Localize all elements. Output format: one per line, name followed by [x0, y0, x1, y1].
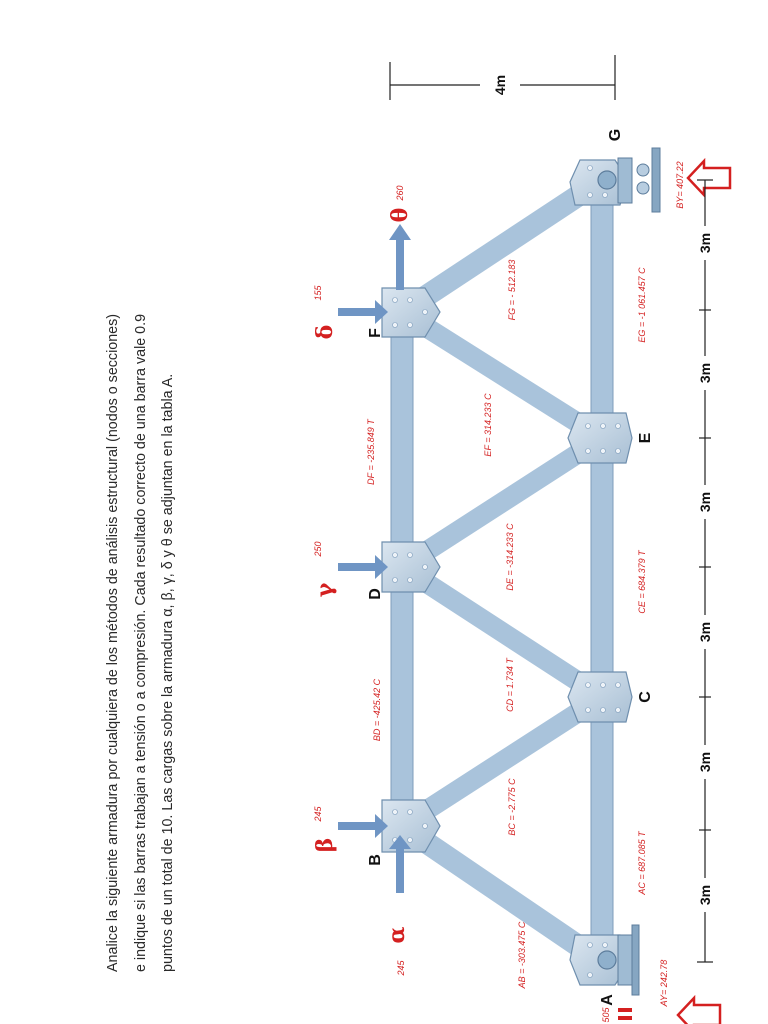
- gamma-value: 250: [313, 541, 323, 557]
- member-ac-label: AC = 687.085 T: [637, 831, 647, 895]
- node-b-label: B: [367, 854, 384, 866]
- member-fg: [402, 180, 602, 312]
- arrow-505: [618, 1008, 632, 1020]
- delta-value: 155: [313, 285, 323, 301]
- node-c-label: C: [637, 691, 654, 703]
- member-de: [402, 438, 602, 567]
- arrow-theta: [389, 224, 411, 290]
- delta-symbol: δ: [312, 324, 338, 340]
- reaction-labels: [659, 161, 685, 1007]
- node-a-label: A: [599, 994, 616, 1006]
- span-5-label: 3m: [697, 362, 713, 384]
- alpha-symbol: α: [384, 926, 410, 944]
- reaction-arrow-a: [678, 998, 720, 1024]
- gusset-e: [568, 413, 632, 463]
- member-ab: [402, 826, 602, 962]
- arrow-delta: [338, 300, 388, 324]
- member-eg-label: EG = -1 061.457 C: [637, 267, 647, 343]
- node-d-label: D: [367, 588, 384, 600]
- node-f-label: F: [367, 328, 384, 338]
- arrow-beta: [338, 814, 388, 838]
- statement-line-1: Analice la siguiente armadura por cualquiera de los métodos de análisis estructural (nodos o secciones): [105, 313, 121, 972]
- reaction-arrow-g: [688, 161, 730, 195]
- statement-line-2: e indique si las barras trabajan a tensión o a compresión. Cada resultado correcto de una barra vale 0.9: [132, 313, 149, 972]
- span-1-label: 3m: [697, 884, 713, 906]
- beta-value: 245: [313, 806, 323, 822]
- reaction-ay-label: AY= 242.78: [659, 959, 669, 1007]
- span-6-label: 3m: [697, 232, 713, 254]
- beta-symbol: β: [312, 837, 338, 853]
- member-ab-label: AB = -303.475 C: [517, 921, 527, 989]
- gamma-symbol: γ: [312, 582, 338, 598]
- member-fg-label: FG = - 512.183: [507, 259, 517, 321]
- member-bc-label: BC = -2.775 C: [507, 778, 517, 836]
- height-label: 4m: [492, 74, 508, 96]
- member-ef-label: EF = 314.233 C: [483, 393, 493, 457]
- member-bd-label: BD = -425.42 C: [372, 678, 382, 742]
- gusset-c: [568, 672, 632, 722]
- extra-load-value: 505: [601, 1007, 611, 1023]
- member-df-label: DF = -235.849 T: [366, 419, 376, 485]
- member-de-label: DE = -314.233 C: [505, 523, 515, 591]
- theta-symbol: θ: [387, 207, 413, 223]
- theta-value: 260: [395, 185, 405, 201]
- member-cd: [402, 567, 602, 697]
- reaction-by-label: BY= 407.22: [675, 161, 685, 209]
- arrow-gamma: [338, 555, 388, 579]
- statement-line-3: puntos de un total de 10. Las cargas sobre la armadura α, β, γ, δ y θ se adjuntan en la tabla A.: [160, 373, 176, 972]
- span-dimensions: [695, 180, 715, 962]
- node-e-label: E: [637, 432, 654, 444]
- span-3-label: 3m: [697, 621, 713, 643]
- member-ce-label: CE = 684.379 T: [637, 550, 647, 614]
- member-cd-label: CD = 1.734 T: [505, 658, 515, 712]
- node-g-label: G: [607, 128, 624, 142]
- alpha-value: 245: [396, 960, 406, 976]
- height-dimension: [390, 55, 615, 100]
- member-ef: [402, 312, 602, 438]
- span-4-label: 3m: [697, 491, 713, 513]
- span-2-label: 3m: [697, 751, 713, 773]
- member-bc: [402, 697, 602, 826]
